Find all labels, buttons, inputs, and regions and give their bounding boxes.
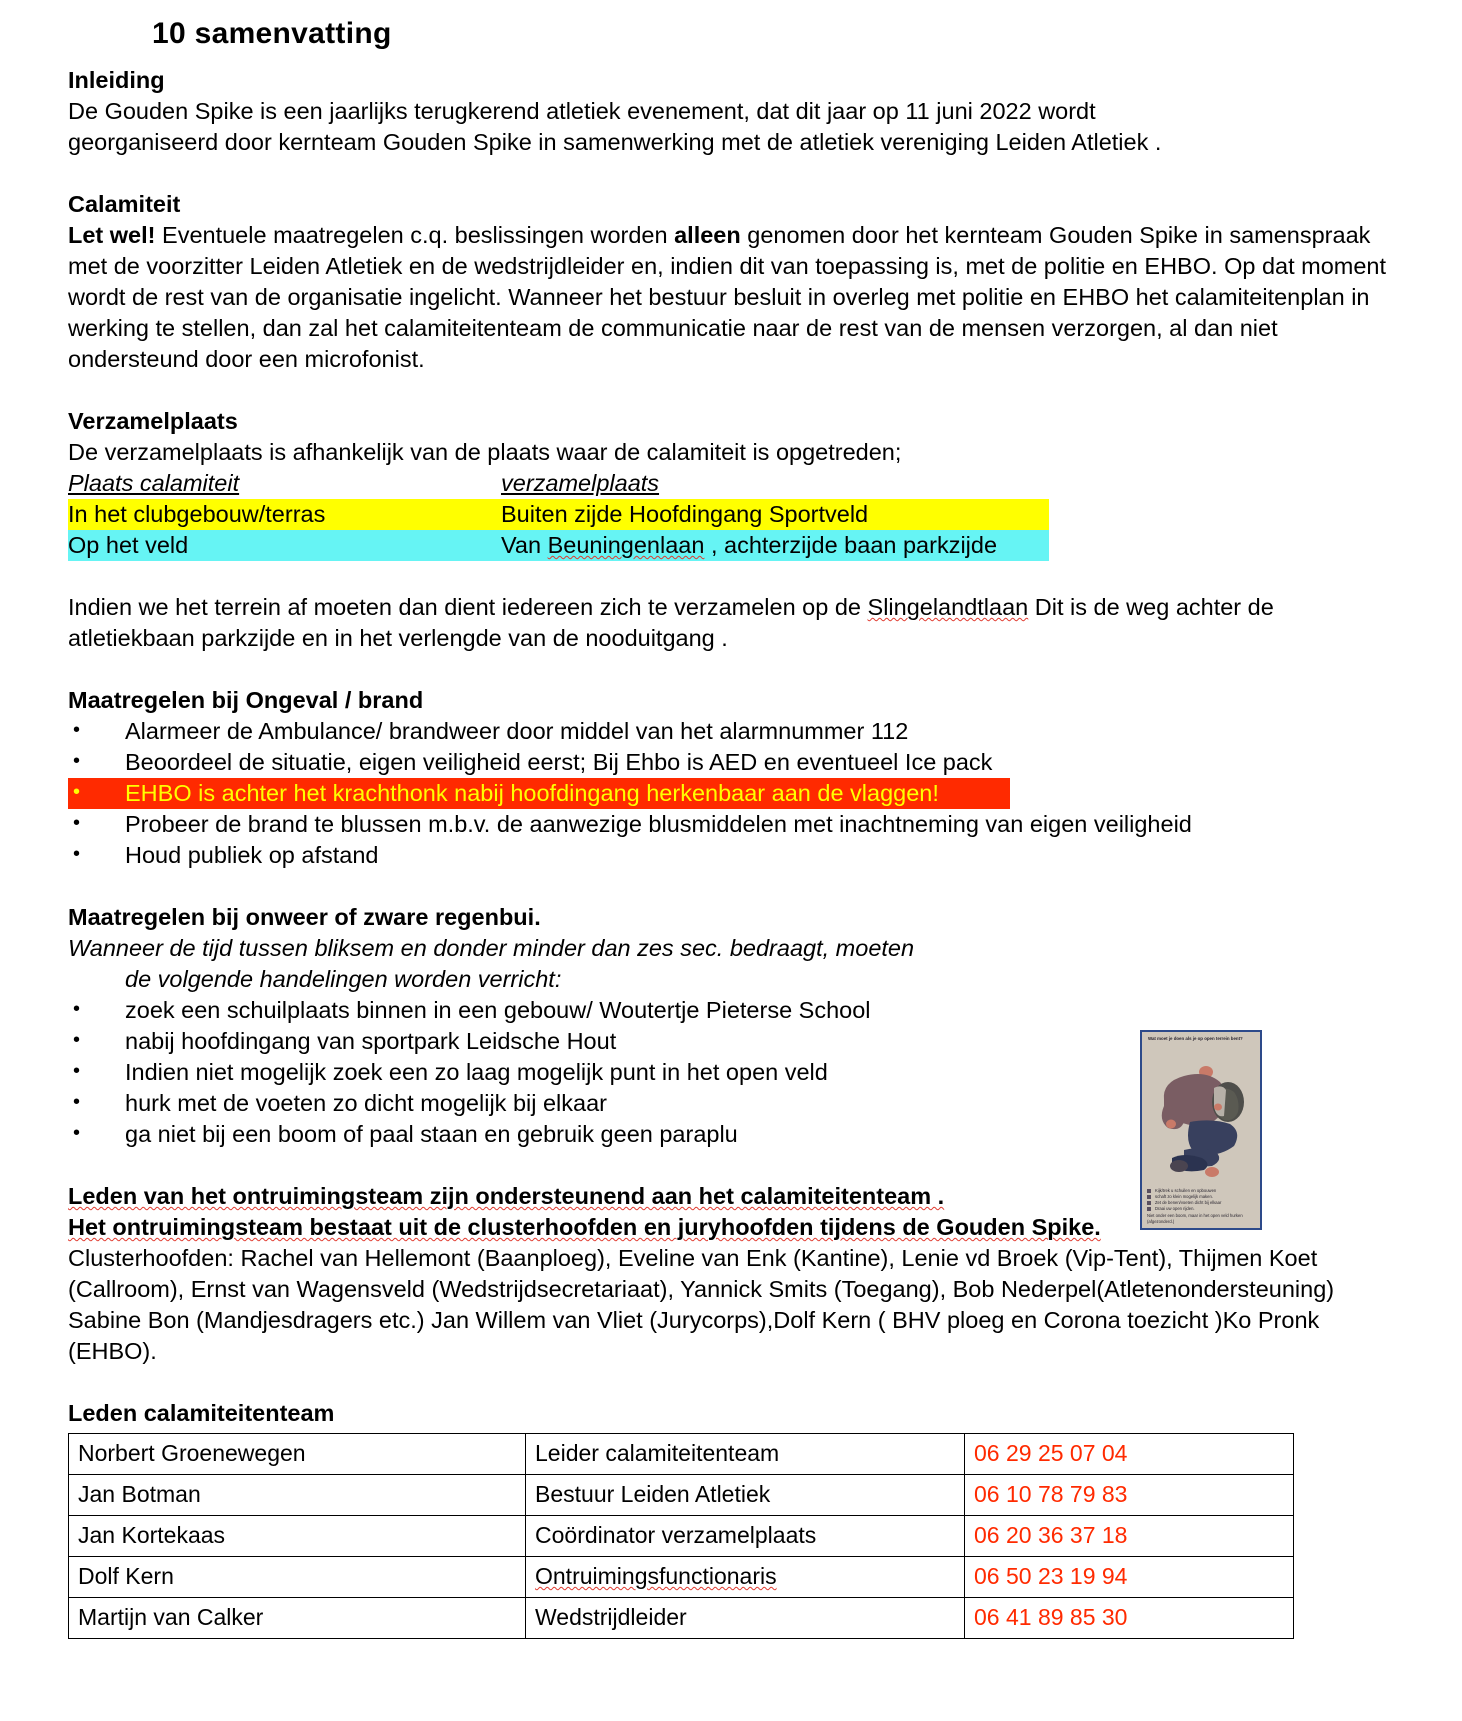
poster-bullet-1: Kijk/trek u schuilen en opbouwen — [1147, 1188, 1259, 1194]
heading-verzamelplaats: Verzamelplaats — [68, 408, 238, 434]
verzamelplaats-intro: De verzamelplaats is afhankelijk van de plaats waar de calamiteit is opgetreden; — [68, 439, 902, 465]
calamiteit-lead-bold: Let wel! — [68, 222, 156, 248]
heading-ongeval-brand: Maatregelen bij Ongeval / brand — [68, 687, 424, 713]
poster-bullet-2: schaft zo klein mogelijk maken. — [1147, 1194, 1259, 1200]
calamiteit-paragraph — [68, 220, 1402, 375]
column-header-plaats: Plaats calamiteit — [68, 470, 240, 496]
member-name: Martijn van Calker — [69, 1598, 526, 1639]
table-row — [69, 1475, 1294, 1516]
poster-footer-note: Niet onder een boom, maar in het open veld hurken (afgezonderd.) — [1147, 1212, 1243, 1224]
member-name: Jan Botman — [69, 1475, 526, 1516]
lightning-safety-poster-image — [1140, 1030, 1262, 1230]
member-role: Bestuur Leiden Atletiek — [526, 1475, 965, 1516]
member-phone: 06 50 23 19 94 — [965, 1557, 1294, 1598]
ongeval-bullet-list — [68, 716, 1402, 871]
onweer-bullet-3: • hurk met de voeten zo dicht mogelijk bij elkaar — [68, 1088, 1402, 1119]
spellcheck-leden-ontruimingsteam: Leden van het ontruimingsteam zijn ondersteunend aan het calamiteitenteam . — [68, 1183, 945, 1209]
poster-caption: Wat moet je doen als je op open terrein bent? — [1148, 1036, 1243, 1041]
table-row — [69, 1516, 1294, 1557]
ongeval-bullet-5: • Houd publiek op afstand — [68, 840, 1402, 871]
heading-inleiding: Inleiding — [68, 67, 165, 93]
verzamelplaats-column-headers — [68, 468, 1049, 499]
onweer-bullet-2: • Indien niet mogelijk zoek een zo laag mogelijk punt in het open veld — [68, 1057, 1402, 1088]
intro-line-1: De Gouden Spike is een jaarlijks terugkerend atletiek evenement, dat dit jaar op 11 juni 2022 wordt — [68, 98, 1096, 124]
crouching-person-illustration — [1154, 1062, 1252, 1180]
member-phone: 06 29 25 07 04 — [965, 1434, 1294, 1475]
spellcheck-slingelandtlaan: Slingelandtlaan — [867, 594, 1029, 620]
calamiteit-alleen-bold: alleen — [674, 222, 741, 248]
members-table — [68, 1433, 1294, 1639]
onweer-italic-line-1: Wanneer de tijd tussen bliksem en donder minder dan zes sec. bedraagt, moeten — [68, 935, 915, 961]
spellcheck-beuningenlaan: Beuningenlaan — [547, 532, 705, 558]
column-header-verzamelplaats: verzamelplaats — [501, 470, 660, 496]
ongeval-bullet-2: • Beoordeel de situatie, eigen veiligheid eerst; Bij Ehbo is AED en eventueel Ice pack — [68, 747, 1402, 778]
ongeval-bullet-3-highlighted: • EHBO is achter het krachthonk nabij hoofdingang herkenbaar aan de vlaggen! — [68, 778, 1010, 809]
member-role: Wedstrijdleider — [526, 1598, 965, 1639]
onweer-bullet-4: • ga niet bij een boom of paal staan en gebruik geen paraplu — [68, 1119, 1402, 1150]
table-row — [69, 1434, 1294, 1475]
document-body — [0, 51, 1462, 1639]
member-phone: 06 10 78 79 83 — [965, 1475, 1294, 1516]
member-role: Ontruimingsfunctionaris — [526, 1557, 965, 1598]
heading-leden-calamiteitenteam: Leden calamiteitenteam — [68, 1400, 335, 1426]
member-name: Dolf Kern — [69, 1557, 526, 1598]
ongeval-bullet-4: • Probeer de brand te blussen m.b.v. de aanwezige blusmiddelen met inachtneming van eigen veiligheid — [68, 809, 1402, 840]
page-title: 10 samenvatting — [152, 17, 392, 50]
intro-line-2: georganiseerd door kernteam Gouden Spike in samenwerking met de atletiek vereniging Leiden Atletiek . — [68, 129, 1162, 155]
verzamelplaats-row-veld — [68, 530, 1049, 561]
calamiteit-text-1: Eventuele maatregelen c.q. beslissingen worden — [155, 222, 675, 248]
poster-footer-text — [1147, 1188, 1259, 1225]
poster-bullet-3: Zet de benen/voeten dicht bij elkaar — [1147, 1200, 1259, 1206]
row-location-clubgebouw: In het clubgebouw/terras — [68, 501, 326, 527]
member-name: Jan Kortekaas — [69, 1516, 526, 1557]
onweer-italic-intro — [68, 933, 1402, 995]
ontruimingsteam-body: Clusterhoofden: Rachel van Hellemont (Baanploeg), Eveline van Enk (Kantine), Lenie vd Broek (Vip-Tent), Thijmen Koet (Callroom), Ernst van Wagensveld (Wedstrijdsecretariaat), Yannick Smits (Toegang), Bob Nederpel(Atletenondersteuning) Sabine Bon (Mandjesdragers etc.) Jan Willem van Vliet (Jurycorps),Dolf Kern ( BHV ploeg en Corona toezicht )Ko Pronk (EHBO). — [68, 1245, 1335, 1364]
calamiteit-text-2: genomen door het kernteam Gouden Spike in samenspraak met de voorzitter Leiden Atletiek en de wedstrijdleider en, indien dit van toepassing is, met de politie en EHBO. Op dat moment wordt de rest van de organisatie ingelicht. Wanneer het bestuur besluit in overleg met politie en EHBO het calamiteitenplan in werking te stellen, dan zal het calamiteitenteam de communicatie naar de rest van de mensen verzorgen, al dan niet ondersteund door een microfonist. — [68, 222, 1387, 372]
member-name: Norbert Groenewegen — [69, 1434, 526, 1475]
onweer-bullet-1: • zoek een schuilplaats binnen in een gebouw/ Woutertje Pieterse School — [68, 995, 1402, 1026]
heading-calamiteit: Calamiteit — [68, 191, 181, 217]
row-meetingpoint-clubgebouw: Buiten zijde Hoofdingang Sportveld — [501, 501, 869, 527]
member-role: Coördinator verzamelplaats — [526, 1516, 965, 1557]
verzamelplaats-row-clubgebouw — [68, 499, 1049, 530]
row-meetingpoint-veld: Van Beuningenlaan , achterzijde baan parkzijde — [501, 532, 998, 558]
table-row — [69, 1557, 1294, 1598]
member-phone: 06 41 89 85 30 — [965, 1598, 1294, 1639]
document-page — [0, 17, 1462, 1721]
poster-bullet-4: Draai uw open rijden. — [1147, 1206, 1259, 1212]
spellcheck-het-ontruimingsteam: Het ontruimingsteam bestaat uit de clusterhoofden en juryhoofden tijdens de Gouden Spike. — [68, 1214, 1101, 1240]
onweer-bullet-1-continuation: • nabij hoofdingang van sportpark Leidsche Hout — [68, 1026, 1402, 1057]
ongeval-bullet-1: • Alarmeer de Ambulance/ brandweer door middel van het alarmnummer 112 — [68, 716, 1402, 747]
table-row — [69, 1598, 1294, 1639]
row-location-veld: Op het veld — [68, 532, 189, 558]
heading-onweer: Maatregelen bij onweer of zware regenbui. — [68, 904, 541, 930]
onweer-italic-line-2: de volgende handelingen worden verricht: — [125, 966, 562, 992]
member-role: Leider calamiteitenteam — [526, 1434, 965, 1475]
member-phone: 06 20 36 37 18 — [965, 1516, 1294, 1557]
verzamelplaats-afterword: Indien we het terrein af moeten dan dient iedereen zich te verzamelen op de Slingelandtlaan Dit is de weg achter de atletiekbaan parkzijde en in het verlengde van de nooduitgang . — [68, 594, 1274, 651]
